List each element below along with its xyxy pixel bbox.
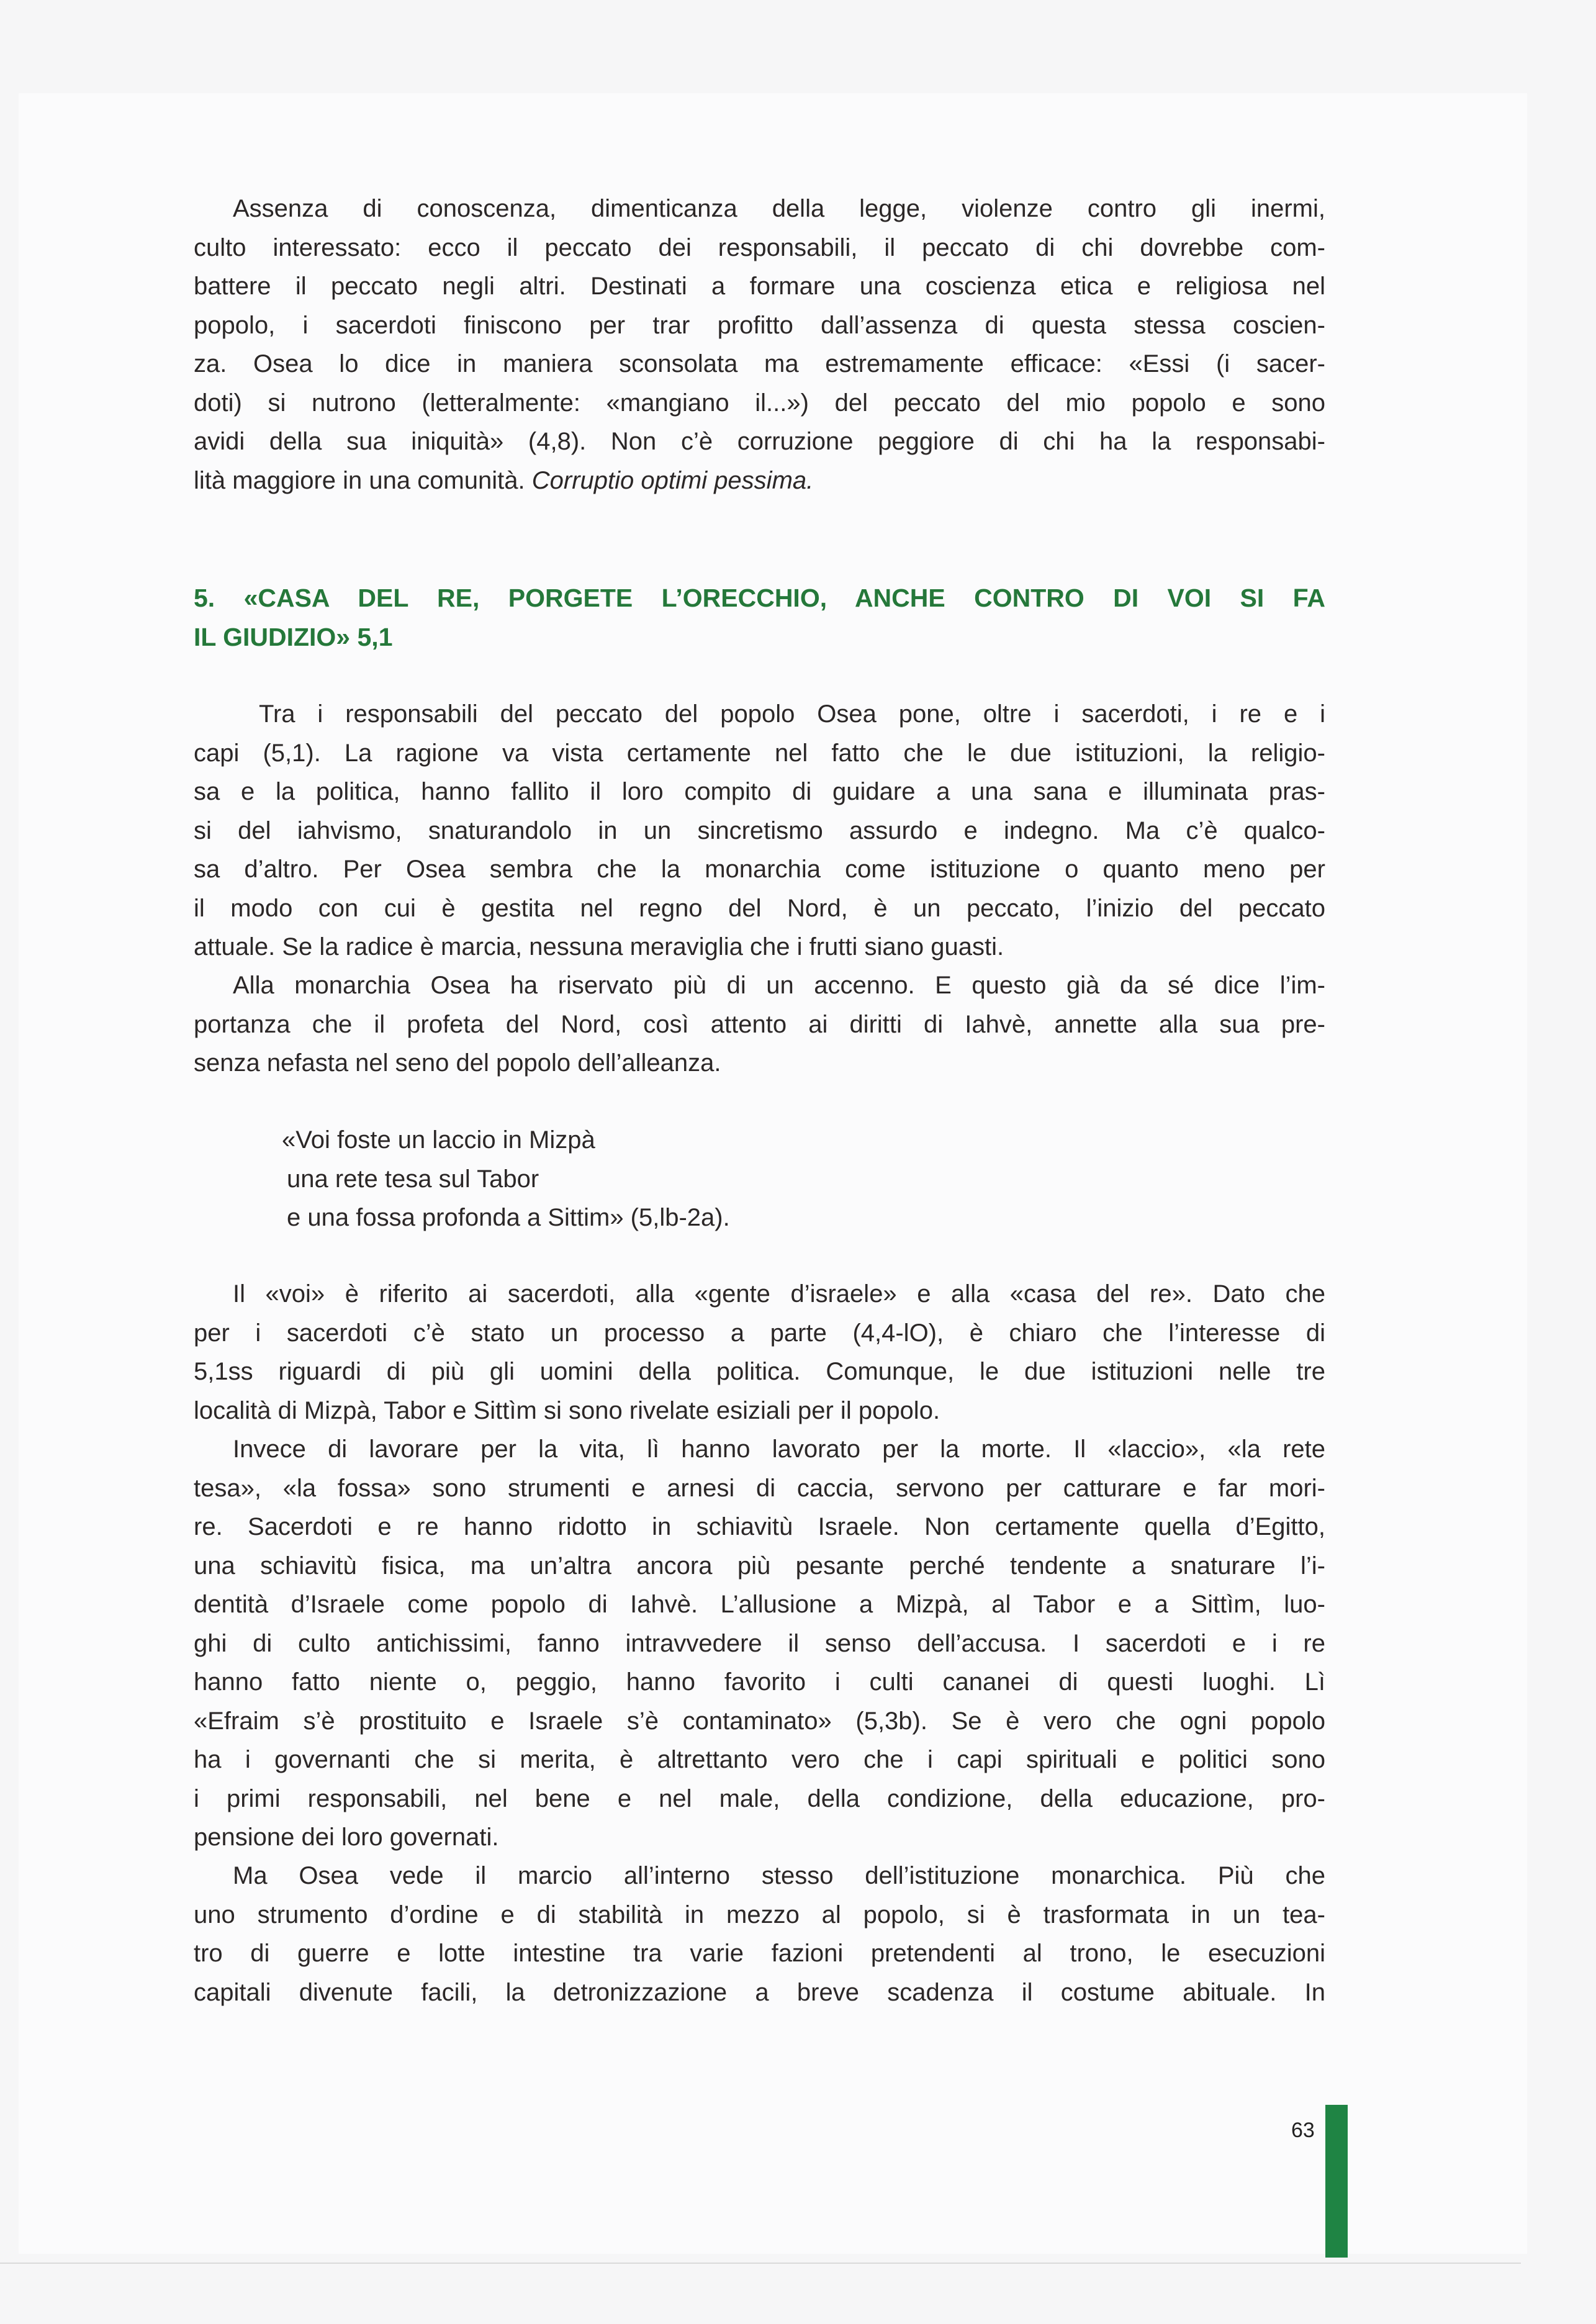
text-line: ghi di culto antichissimi, fanno intravvedere il senso dell’accusa. I sacerdoti e i re <box>194 1629 1325 1657</box>
scripture-quote <box>194 1121 1325 1237</box>
text-line: località di Mizpà, Tabor e Sittìm si sono rivelate esiziali per il popolo. <box>194 1396 940 1424</box>
page-edge-line <box>0 2263 1521 2264</box>
quote-line: e una fossa profonda a Sittim» (5,lb-2a). <box>287 1204 730 1231</box>
text-line: senza nefasta nel seno del popolo dell’alleanza. <box>194 1049 721 1077</box>
text-line: «Efraim s’è prostituito e Israele s’è contaminato» (5,3b). Se è vero che ogni popolo <box>194 1707 1325 1735</box>
paragraph <box>194 189 1325 500</box>
text-line: una schiavitù fisica, ma un’altra ancora più pesante perché tendente a snaturare l’i- <box>194 1552 1325 1580</box>
text-line: za. Osea lo dice in maniera sconsolata ma estremamente efficace: «Essi (i sacer- <box>194 350 1325 378</box>
quote-line: una rete tesa sul Tabor <box>287 1165 539 1193</box>
paragraph <box>194 966 1325 1083</box>
section-heading <box>194 579 1325 656</box>
text-line: i primi responsabili, nel bene e nel male, della condizione, della educazione, pro- <box>194 1784 1325 1812</box>
text-line: 5,1ss riguardi di più gli uomini della politica. Comunque, le due istituzioni nelle tre <box>194 1358 1325 1385</box>
latin-phrase: Corruptio optimi pessima. <box>531 466 814 494</box>
text-line: Ma Osea vede il marcio all’interno stesso dell’istituzione monarchica. Più che <box>233 1862 1325 1889</box>
text-line: dentità d’Israele come popolo di Iahvè. L’allusione a Mizpà, al Tabor e a Sittìm, luo- <box>194 1591 1325 1618</box>
text-line: Il «voi» è riferito ai sacerdoti, alla «gente d’israele» e alla «casa del re». Dato che <box>233 1280 1325 1308</box>
quote-line: «Voi foste un laccio in Mizpà <box>282 1126 595 1154</box>
text-line: Alla monarchia Osea ha riservato più di un accenno. E questo già da sé dice l’im- <box>233 972 1325 999</box>
text-line: battere il peccato negli altri. Destinati a formare una coscienza etica e religiosa nel <box>194 273 1325 300</box>
heading-line: IL GIUDIZIO» 5,1 <box>194 622 393 651</box>
text-line: sa e la politica, hanno fallito il loro compito di guidare a una sana e illuminata pras- <box>194 778 1325 805</box>
text-line: Tra i responsabili del peccato del popolo Osea pone, oltre i sacerdoti, i re e i <box>259 700 1325 728</box>
text-line: si del iahvismo, snaturandolo in un sincretismo assurdo e indegno. Ma c’è qualco- <box>194 816 1325 844</box>
paragraph <box>194 1275 1325 1430</box>
text-line: popolo, i sacerdoti finiscono per trar profitto dall’assenza di questa stessa coscien- <box>194 311 1325 339</box>
text-line: ha i governanti che si merita, è altrettanto vero che i capi spirituali e politici sono <box>194 1746 1325 1773</box>
paragraph <box>194 695 1325 967</box>
text-line: uno strumento d’ordine e di stabilità in mezzo al popolo, si è trasformata in un tea- <box>194 1901 1325 1928</box>
text-line: capitali divenute facili, la detronizzazione a breve scadenza il costume abituale. In <box>194 1978 1325 2006</box>
text-line: re. Sacerdoti e re hanno ridotto in schiavitù Israele. Non certamente quella d’Egitto, <box>194 1513 1325 1540</box>
text-line <box>194 461 1325 500</box>
text-line: culto interessato: ecco il peccato dei responsabili, il peccato di chi dovrebbe com- <box>194 233 1325 261</box>
text-line: avidi della sua iniquità» (4,8). Non c’è corruzione peggiore di chi ha la responsabi- <box>194 428 1325 455</box>
page-number: 63 <box>1291 2118 1315 2142</box>
text-line: doti) si nutrono (letteralmente: «mangiano il...») del peccato del mio popolo e sono <box>194 389 1325 417</box>
heading-line: 5. «CASA DEL RE, PORGETE L’ORECCHIO, ANCHE CONTRO DI VOI SI FA <box>194 584 1325 612</box>
text-line: pensione dei loro governati. <box>194 1824 499 1851</box>
text-line: sa d’altro. Per Osea sembra che la monarchia come istituzione o quanto meno per <box>194 856 1325 883</box>
text-line: attuale. Se la radice è marcia, nessuna meraviglia che i frutti siano guasti. <box>194 933 1004 961</box>
text-line: per i sacerdoti c’è stato un processo a parte (4,4-lO), è chiaro che l’interesse di <box>194 1319 1325 1347</box>
paragraph <box>194 1856 1325 2012</box>
text-line: hanno fatto niente o, peggio, hanno favorito i culti cananei di questi luoghi. Lì <box>194 1668 1325 1696</box>
text-line: Assenza di conoscenza, dimenticanza della legge, violenze contro gli inermi, <box>233 195 1325 222</box>
chapter-tab-bar <box>1325 2105 1348 2258</box>
text-line: capi (5,1). La ragione va vista certamente nel fatto che le due istituzioni, la religio- <box>194 739 1325 767</box>
text-line: portanza che il profeta del Nord, così attento ai diritti di Iahvè, annette alla sua pre- <box>194 1010 1325 1038</box>
text-line: Invece di lavorare per la vita, lì hanno lavorato per la morte. Il «laccio», «la rete <box>233 1436 1325 1463</box>
text-line: il modo con cui è gestita nel regno del Nord, è un peccato, l’inizio del peccato <box>194 894 1325 922</box>
text-line: tro di guerre e lotte intestine tra varie fazioni pretendenti al trono, le esecuzioni <box>194 1940 1325 1967</box>
paragraph <box>194 1430 1325 1857</box>
text-line: tesa», «la fossa» sono strumenti e arnesi di caccia, servono per catturare e far mori- <box>194 1474 1325 1502</box>
text-span: lità maggiore in una comunità. <box>194 466 532 494</box>
